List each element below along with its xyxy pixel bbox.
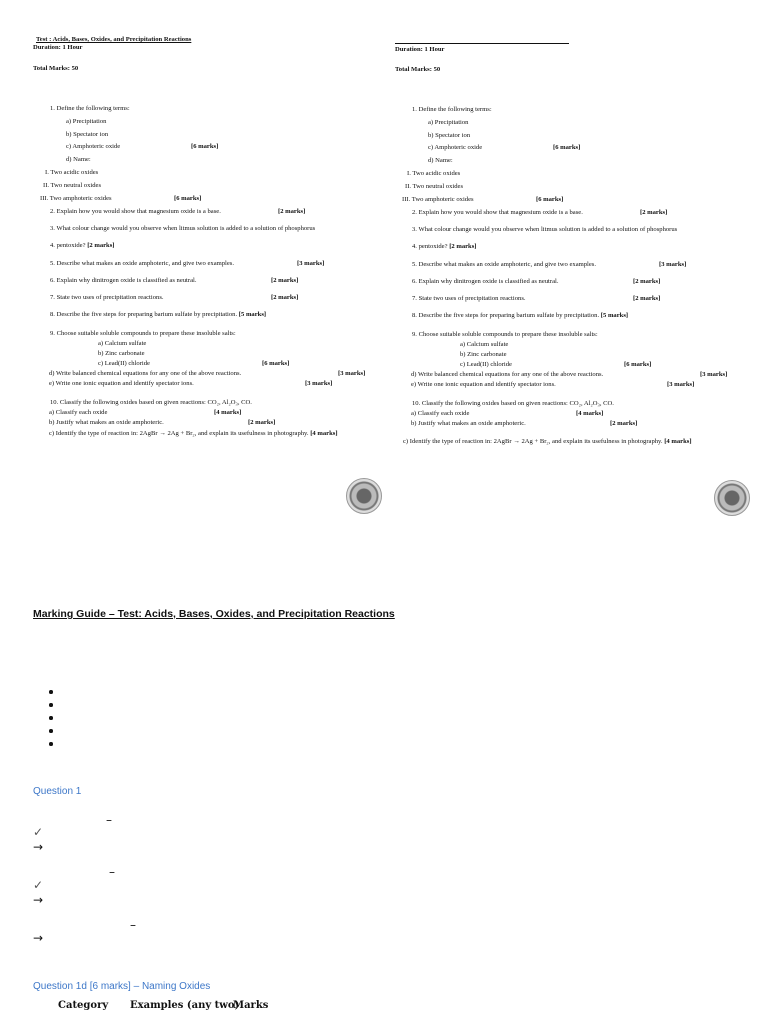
total-marks: Total Marks: 50 (395, 66, 441, 73)
dash-mark: – (109, 865, 115, 879)
bullet (49, 703, 53, 707)
duration: Duration: 1 Hour (395, 46, 445, 53)
question-4: 4. pentoxide? [2 marks] (412, 243, 477, 250)
question-9e: e) Write one ionic equation and identify spectator ions. (49, 380, 194, 387)
question-1c-marks: [6 marks] (553, 144, 581, 151)
question-3: 3. What colour change would you observe when litmus solution is added to a solution of phosphorus (50, 225, 316, 232)
question-9d-marks: [3 marks] (700, 371, 728, 378)
question-2-marks: [2 marks] (640, 209, 668, 216)
question-1: 1. Define the following terms: (50, 105, 130, 112)
roman-1: I. Two acidic oxides (407, 170, 461, 177)
marking-guide-title: Marking Guide – Test: Acids, Bases, Oxides, and Precipitation Reactions (33, 608, 395, 620)
question-8: 8. Describe the five steps for preparing barium sulfate by precipitation. [5 marks] (412, 312, 629, 319)
duration: Duration: 1 Hour (33, 44, 83, 51)
arrow-icon: → (33, 893, 44, 907)
question-9d-marks: [3 marks] (338, 370, 366, 377)
question-7: 7. State two uses of precipitation reactions. (412, 295, 526, 302)
question-1b: b) Spectator ion (428, 132, 471, 139)
question-1d-heading: Question 1d [6 marks] – Naming Oxides (33, 981, 211, 992)
question-10a-marks: [4 marks] (214, 409, 242, 416)
question-1d: d) Name: (428, 157, 453, 164)
question-1a: a) Precipitation (428, 119, 469, 126)
roman-2: II. Two neutral oxides (43, 182, 102, 189)
question-9a: a) Calcium sulfate (98, 340, 147, 347)
question-10b-marks: [2 marks] (248, 419, 276, 426)
question-5: 5. Describe what makes an oxide amphoteric, and give two examples. (50, 260, 235, 267)
roman-3: III. Two amphoteric oxides (40, 195, 112, 202)
question-9e: e) Write one ionic equation and identify spectator ions. (411, 381, 556, 388)
question-5: 5. Describe what makes an oxide amphoteric, and give two examples. (412, 261, 597, 268)
table-header-category: Category (58, 1000, 109, 1011)
dash-mark: – (106, 813, 112, 827)
table-header-marks: Marks (233, 1000, 269, 1011)
question-10a: a) Classify each oxide (411, 410, 470, 417)
question-10a: a) Classify each oxide (49, 409, 108, 416)
question-9: 9. Choose suitable soluble compounds to prepare these insoluble salts: (412, 331, 598, 338)
arrow-icon: → (33, 931, 44, 945)
dash-mark: – (130, 918, 136, 932)
question-1d: d) Name: (66, 156, 91, 163)
roman-3-marks: [6 marks] (174, 195, 202, 202)
question-9e-marks: [3 marks] (305, 380, 333, 387)
question-7: 7. State two uses of precipitation reactions. (50, 294, 164, 301)
question-9e-marks: [3 marks] (667, 381, 695, 388)
question-6-marks: [2 marks] (271, 277, 299, 284)
question-10b: b) Justify what makes an oxide amphoteric. (411, 420, 526, 427)
question-9: 9. Choose suitable soluble compounds to prepare these insoluble salts: (50, 330, 236, 337)
question-2: 2. Explain how you would show that magnesium oxide is a base. (50, 208, 221, 215)
question-9b: b) Zinc carbonate (460, 351, 507, 358)
question-1-heading: Question 1 (33, 786, 82, 797)
question-6-marks: [2 marks] (633, 278, 661, 285)
question-10a-marks: [4 marks] (576, 410, 604, 417)
bullet (49, 742, 53, 746)
question-8: 8. Describe the five steps for preparing barium sulfate by precipitation. [5 marks] (50, 311, 267, 318)
question-6: 6. Explain why dinitrogen oxide is classified as neutral. (412, 278, 559, 285)
question-10b-marks: [2 marks] (610, 420, 638, 427)
question-10: 10. Classify the following oxides based on given reactions: CO₂, Al₂O₃, CO. (50, 399, 252, 406)
table-header-examples: Examples (any two) (130, 1000, 240, 1011)
roman-2: II. Two neutral oxides (405, 183, 464, 190)
bullet (49, 690, 53, 694)
question-9c-marks: [6 marks] (262, 360, 290, 367)
question-2: 2. Explain how you would show that magnesium oxide is a base. (412, 209, 583, 216)
test-page-right (362, 0, 746, 560)
test-page-left (0, 0, 384, 560)
question-10: 10. Classify the following oxides based on given reactions: CO₂, Al₂O₃, CO. (412, 400, 614, 407)
question-9d: d) Write balanced chemical equations for any one of the above reactions. (411, 371, 604, 378)
question-9c: c) Lead(II) chloride (460, 361, 512, 368)
question-9d: d) Write balanced chemical equations for any one of the above reactions. (49, 370, 242, 377)
check-icon: ✓ (33, 878, 44, 892)
total-marks: Total Marks: 50 (33, 65, 79, 72)
school-seal-icon (714, 480, 750, 516)
question-10b: b) Justify what makes an oxide amphoteric. (49, 419, 164, 426)
question-1c: c) Amphoteric oxide (66, 143, 121, 150)
question-10c: c) Identify the type of reaction in: 2AgBr → 2Ag + Br₂, and explain its usefulness in photography. [4 marks] (49, 430, 338, 437)
question-10c: c) Identify the type of reaction in: 2AgBr → 2Ag + Br₂, and explain its usefulness in photography. [4 marks] (403, 438, 692, 445)
question-3: 3. What colour change would you observe when litmus solution is added to a solution of phosphorus (412, 226, 678, 233)
question-7-marks: [2 marks] (633, 295, 661, 302)
roman-1: I. Two acidic oxides (45, 169, 99, 176)
question-1c: c) Amphoteric oxide (428, 144, 483, 151)
question-5-marks: [3 marks] (297, 260, 325, 267)
question-1b: b) Spectator ion (66, 131, 109, 138)
question-2-marks: [2 marks] (278, 208, 306, 215)
bullet (49, 716, 53, 720)
question-9c-marks: [6 marks] (624, 361, 652, 368)
check-icon: ✓ (33, 825, 44, 839)
roman-3: III. Two amphoteric oxides (402, 196, 474, 203)
question-4: 4. pentoxide? [2 marks] (50, 242, 115, 249)
test-title: Test : Acids, Bases, Oxides, and Precipitation Reactions (36, 36, 192, 43)
question-9c: c) Lead(II) chloride (98, 360, 150, 367)
question-7-marks: [2 marks] (271, 294, 299, 301)
bullet (49, 729, 53, 733)
question-1c-marks: [6 marks] (191, 143, 219, 150)
question-9b: b) Zinc carbonate (98, 350, 145, 357)
question-1a: a) Precipitation (66, 118, 107, 125)
title-rule (395, 43, 569, 44)
arrow-icon: → (33, 840, 44, 854)
question-5-marks: [3 marks] (659, 261, 687, 268)
roman-3-marks: [6 marks] (536, 196, 564, 203)
question-1: 1. Define the following terms: (412, 106, 492, 113)
question-9a: a) Calcium sulfate (460, 341, 509, 348)
question-6: 6. Explain why dinitrogen oxide is classified as neutral. (50, 277, 197, 284)
